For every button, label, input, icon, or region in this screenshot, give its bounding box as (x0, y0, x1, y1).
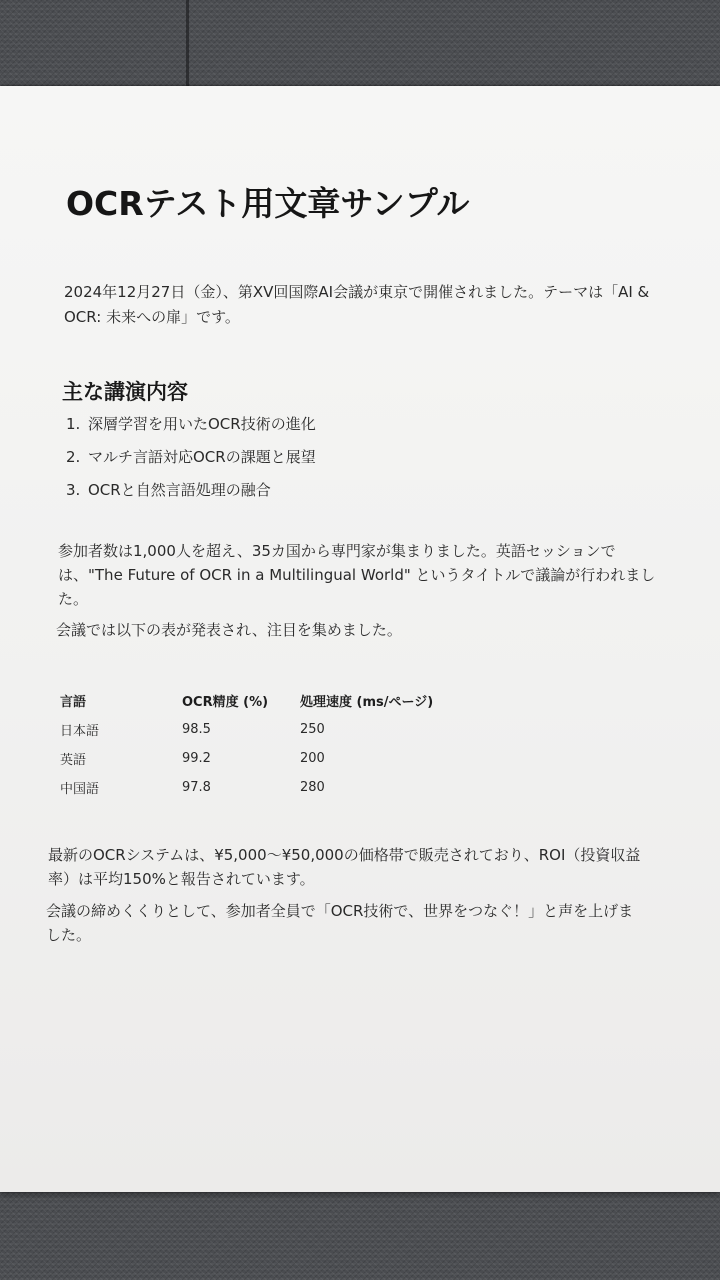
table-intro-paragraph: 会議では以下の表が発表され、注目を集めました。 (56, 621, 402, 639)
list-item-text: マルチ言語対応OCRの課題と展望 (88, 448, 316, 466)
table-cell: 200 (300, 751, 325, 766)
table-cell: 250 (300, 722, 325, 737)
list-item-text: OCRと自然言語処理の融合 (88, 481, 271, 499)
results-table (56, 686, 500, 802)
list-item-number: 3. (66, 481, 81, 499)
table-row (56, 744, 500, 773)
closing-paragraph: 会議の締めくくりとして、参加者全員で「OCR技術で、世界をつなぐ！」と声を上げました。 (46, 902, 634, 944)
table-cell: 98.5 (182, 722, 211, 737)
list-item-text: 深層学習を用いたOCR技術の進化 (88, 415, 316, 433)
table-cell: 日本語 (60, 724, 100, 739)
table-header-row (56, 686, 500, 715)
list-item (66, 445, 316, 478)
table-row (56, 715, 500, 744)
table-cell: 280 (300, 780, 325, 795)
table-cell: 97.8 (182, 780, 211, 795)
fabric-seam (186, 0, 189, 90)
price-paragraph: 最新のOCRシステムは、¥5,000〜¥50,000の価格帯で販売されており、ROI（投資収益率）は平均150%と報告されています。 (48, 846, 641, 888)
list-item (66, 412, 316, 445)
table-header-cell: 処理速度 (ms/ページ) (300, 695, 434, 710)
table-row (56, 773, 500, 802)
list-item-number: 1. (66, 415, 81, 433)
intro-paragraph: 2024年12月27日（金）、第XV回国際AI会議が東京で開催されました。テーマは「AI & OCR: 未来への扉」です。 (64, 283, 650, 326)
table-header-cell: 言語 (60, 695, 87, 710)
table-cell: 99.2 (182, 751, 211, 766)
table-cell: 中国語 (60, 782, 100, 797)
talk-list (66, 412, 316, 511)
participants-paragraph: 参加者数は1,000人を超え、35カ国から専門家が集まりました。英語セッションでは、"The Future of OCR in a Multilingual World" というタイトルで議論が行われました。 (58, 542, 656, 608)
paper-document (0, 86, 720, 1192)
list-item-number: 2. (66, 448, 81, 466)
table-cell: 英語 (60, 753, 87, 768)
document-title: OCRテスト用文章サンプル (66, 184, 470, 223)
table-header-cell: OCR精度 (%) (182, 695, 269, 710)
list-item (66, 478, 316, 511)
section-heading: 主な講演内容 (62, 380, 188, 404)
